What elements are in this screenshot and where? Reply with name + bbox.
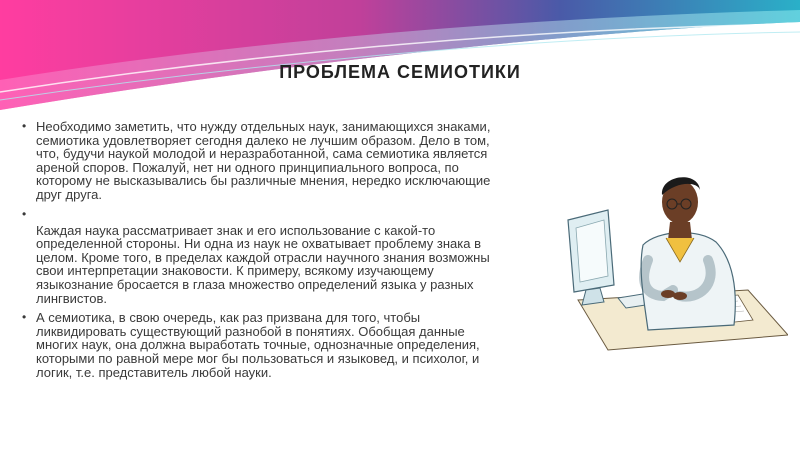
paragraph-2 (22, 208, 502, 306)
slide-content (22, 120, 502, 385)
paragraph-text: Каждая наука рассматривает знак и его использование с какой-то определенной стороны. Ни одна из наук не охватывает проблему знака в целом. Кроме того, в пределах каждой отрасли научного знания возможны свои интерпретации знаковости. К примеру, всякому изучающему языкознание бросается в глаза множество определений языка у разных лингвистов. (36, 222, 490, 306)
slide-title: ПРОБЛЕМА СЕМИОТИКИ (279, 62, 521, 82)
decorative-banner (0, 0, 800, 110)
woman-at-computer-illustration (548, 150, 788, 355)
paragraph-1 (22, 120, 502, 202)
bullet-icon: • (22, 310, 27, 325)
bullet-icon: • (22, 206, 27, 221)
paragraph-text: А семиотика, в свою очередь, как раз призвана для того, чтобы ликвидировать существующий разнобой в понятиях. Обобщая данные многих наук, она должна выработать точные, однозначные определения, которыми по равной мере мог бы пользоваться и языковед, и психолог, и логик, т.е. представитель любой науки. (36, 310, 480, 380)
paragraph-3 (22, 311, 502, 379)
paragraph-text: Необходимо заметить, что нужду отдельных наук, занимающихся знаками, семиотика удовлетворяет сегодня далеко не лучшим образом. Дело в том, что, будучи наукой молодой и неразработанной, сама семиотика является ареной споров. Пожалуй, нет ни одного принципиального вопроса, по которому не высказывались бы различные мнения, нередко исключающие друг друга. (36, 119, 491, 202)
bullet-icon: • (22, 119, 27, 133)
